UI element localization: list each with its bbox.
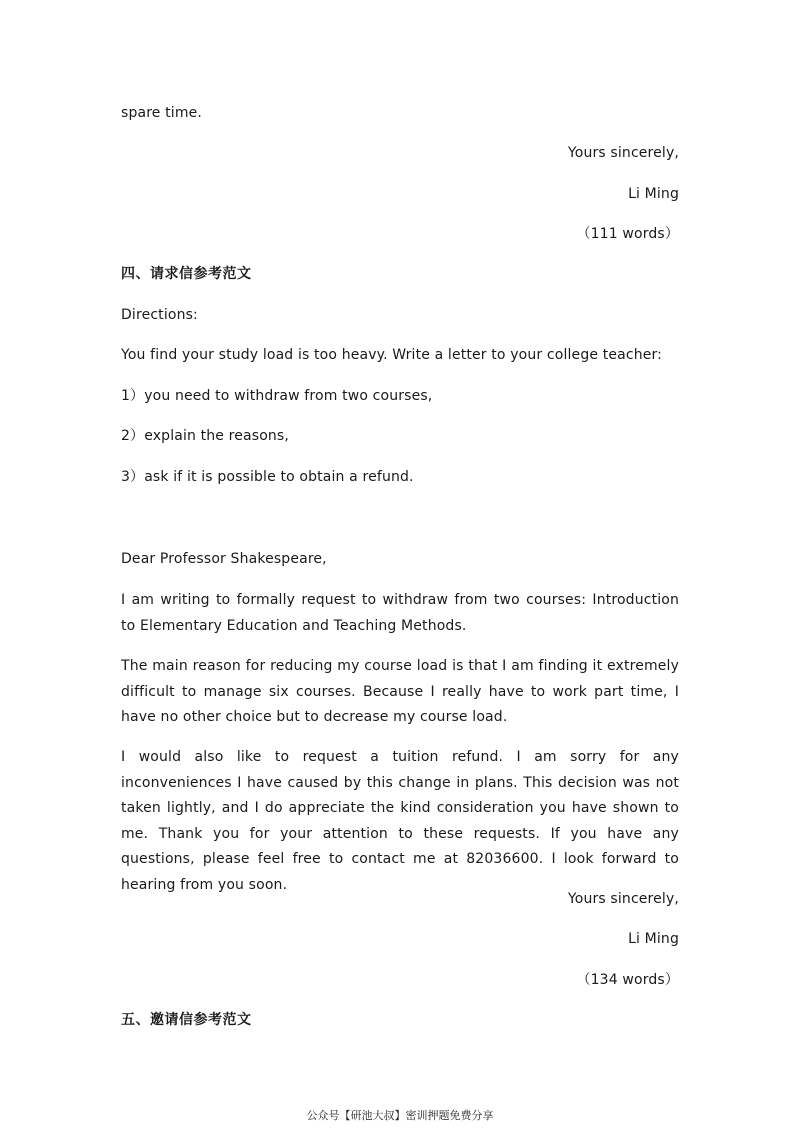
directions-item: 2）explain the reasons, bbox=[121, 428, 289, 444]
directions-task: You find your study load is too heavy. Write a letter to your college teacher: bbox=[121, 347, 663, 363]
letter-paragraph: The main reason for reducing my course load is that I am finding it extremely difficult to manage six courses. Because I really have to work part time, I have no other choice but to decrease my course load. bbox=[121, 658, 679, 725]
signature: Li Ming bbox=[628, 186, 679, 202]
letter-fragment: spare time. bbox=[121, 105, 203, 121]
salutation: Dear Professor Shakespeare, bbox=[121, 551, 327, 567]
closing-text: Yours sincerely, bbox=[567, 891, 679, 907]
page-footer: 公众号【研池大叔】密训押题免费分享 bbox=[306, 1109, 494, 1122]
directions-item: 3）ask if it is possible to obtain a refund. bbox=[121, 469, 414, 485]
letter-paragraph: I would also like to request a tuition refund. I am sorry for any inconveniences I have caused by this change in plans. This decision was not taken lightly, and I do appreciate the kind consideration you have shown to me. Thank you for your attention to these requests. If you have any questions, please feel free to contact me at 82036600. I look forward to hearing from you soon. bbox=[121, 749, 679, 893]
word-count: （134 words） bbox=[576, 972, 679, 988]
directions-item: 1）you need to withdraw from two courses, bbox=[121, 388, 433, 404]
signature: Li Ming bbox=[628, 931, 679, 947]
section-heading: 四、请求信参考范文 bbox=[121, 266, 252, 282]
directions-label: Directions: bbox=[121, 307, 198, 323]
closing-text: Yours sincerely, bbox=[567, 145, 679, 161]
section-heading: 五、邀请信参考范文 bbox=[121, 1012, 252, 1028]
letter-paragraph: I am writing to formally request to withdraw from two courses: Introduction to Elementary Education and Teaching Methods. bbox=[121, 592, 679, 634]
word-count: （111 words） bbox=[576, 226, 679, 242]
